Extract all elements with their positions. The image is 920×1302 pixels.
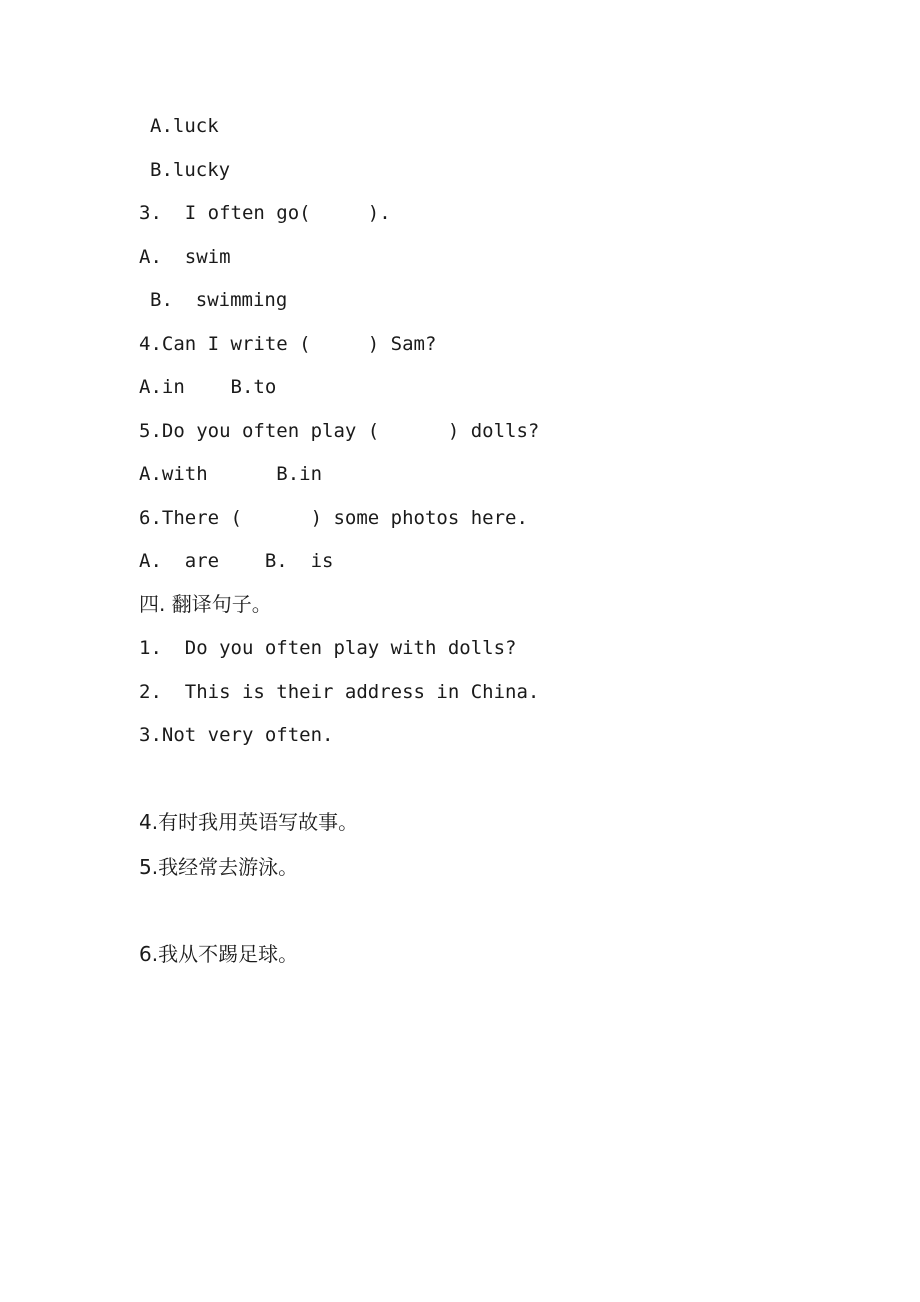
question-4-options: A.in B.to <box>139 376 277 398</box>
option-a-luck: A.luck <box>150 115 219 137</box>
question-3-option-a: A. swim <box>139 246 231 268</box>
question-5-options: A.with B.in <box>139 463 323 485</box>
question-3-stem: 3. I often go( ). <box>139 202 391 224</box>
translation-item-5: 5.我经常去游泳。 <box>139 855 299 879</box>
question-4-stem: 4.Can I write ( ) Sam? <box>139 333 437 355</box>
translation-item-6: 6.我从不踢足球。 <box>139 942 299 966</box>
option-b-lucky: B.lucky <box>150 159 231 181</box>
section-heading: 四. 翻译句子。 <box>139 592 272 616</box>
translation-item-1: 1. Do you often play with dolls? <box>139 637 517 659</box>
translation-item-2: 2. This is their address in China. <box>139 681 540 703</box>
question-5-stem: 5.Do you often play ( ) dolls? <box>139 420 540 442</box>
question-6-options: A. are B. is <box>139 550 334 572</box>
question-3-option-b: B. swimming <box>150 289 288 311</box>
question-6-stem: 6.There ( ) some photos here. <box>139 507 528 529</box>
translation-item-4: 4.有时我用英语写故事。 <box>139 810 359 834</box>
translation-item-3: 3.Not very often. <box>139 724 334 746</box>
